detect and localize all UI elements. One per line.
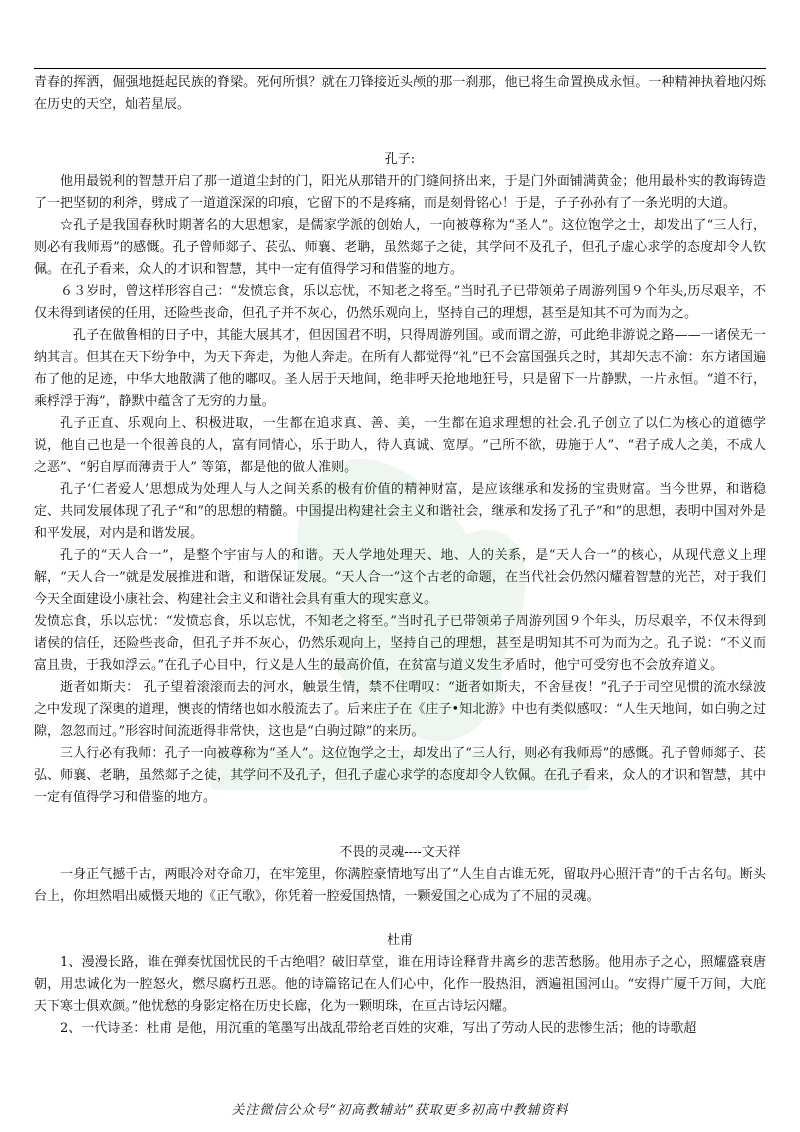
kongzi-paragraph: 孔子的“天人合一”，是整个宇宙与人的和谐。天人学地处理天、地、人的关系，是“天人合一”的核心，从现代意义上理解，“天人合一”就是发展推进和谐，和谐保证发展。“天人合一”这个古老的命题，在当代社会仍然闪耀着智慧的光芒，对于我们今天全面建设小康社会、构建社会主义和谐社会具有重大的现实意义。 — [34, 548, 766, 607]
header-rule — [34, 68, 766, 69]
footer-note: 关注微信公众号“初高教辅站”获取更多初高中教辅资料 — [231, 1103, 569, 1118]
section-title-dufu: 杜甫 — [386, 933, 413, 948]
dufu-paragraph: 2、一代诗圣：杜甫 是他，用沉重的笔墨写出战乱带给老百姓的灾难，写出了劳动人民的悲惨生活；他的诗歌超 — [60, 1021, 697, 1036]
kongzi-paragraph: 三人行必有我师：孔子一向被尊称为“圣人”。这位饱学之士，却发出了“三人行，则必有我师焉”的感慨。孔子曾师郯子、苌弘、师襄、老聃，虽然郯子之徒，其学问不及孔子，但孔子虚心求学的态度却令人钦佩。在孔子看来，众人的才识和智慧，其中一定有值得学习和借鉴的地方。 — [34, 746, 766, 805]
document-body — [34, 72, 766, 1040]
kongzi-paragraph: ６３岁时，曾这样形容自己：“发愤忘食，乐以忘忧，不知老之将至。”当时孔子已带领弟子周游列国９个年头,历尽艰辛，不仅未得到诸侯的任用，还险些丧命，但孔子并不灰心，仍然乐观向上，坚持自己的理想，甚至是知其不可为而为之。 — [34, 284, 766, 321]
kongzi-paragraph: 他用最锐利的智慧开启了那一道道尘封的门，阳光从那错开的门缝间挤出来，于是门外面铺满黄金；他用最朴实的教诲铸造了一把坚韧的利斧，劈成了一道道深深的印痕，它留下的不是疼痛，而是刻骨铭心！于是，子子孙孙有了一条光明的大道。 — [34, 174, 766, 211]
section-title-wentianxiang: 不畏的灵魂----文天祥 — [339, 845, 461, 860]
kongzi-paragraph: 孔子在做鲁相的日子中，其能大展其才，但因国君不明，只得周游列国。或而谓之游，可此绝非游说之路——一诸侯无一纳其言。但其在天下纷争中，为天下奔走，为他人奔走。在所有人都觉得“礼”已不会富国强兵之时，其却矢志不渝：东方诸国遍布了他的足迹，中华大地散满了他的嘟叹。圣人居于天地间，绝非呼天抢地地狂号，只是留下一片静默，一片永恒。“道不行，乘桴浮于海”，静默中蕴含了无穷的力量。 — [34, 328, 766, 409]
wentianxiang-paragraph: 一身正气撼千古，两眼冷对夺命刀，在牢笼里，你满腔豪情地写出了“人生自古谁无死，留取丹心照汗青”的千古名句。断头台上，你坦然唱出威慑天地的《正气歌》，你凭着一腔爱国热情，一颗爱国之心成为了不屈的灵魂。 — [34, 867, 766, 904]
dufu-paragraph: 1、漫漫长路，谁在弹奏忧国忧民的千古绝唱？破旧草堂，谁在用诗诠释背井离乡的悲苦愁肠。他用赤子之心，照耀盛衰唐朝，用忠诚化为一腔怒火，燃尽腐朽丑恶。他的诗篇铭记在人们心中，化作一股热泪，洒遍祖国河山。“安得广厦千万间，大庇天下寒士俱欢颜。”他忧愁的身影定格在历史长廊，化为一颗明珠，在亘古诗坛闪耀。 — [34, 955, 766, 1014]
kongzi-paragraph: 孔子‘仁者爱人’思想成为处理人与人之间关系的极有价值的精神财富，是应该继承和发扬的宝贵财富。当今世界，和谐稳定、共同发展体现了孔子“和”的思想的精髓。中国提出构建社会主义和谐社会，继承和发扬了孔子“和”的思想，表明中国对外是和平发展，对内是和谐发展。 — [34, 482, 766, 541]
kongzi-paragraph: 逝者如斯夫： 孔子望着滚滚而去的河水，触景生情，禁不住喟叹：“逝者如斯夫，不舍昼夜！”孔子于司空见惯的流水绿波之中发现了深奥的道理，懊丧的情绪也如水般流去了。后来庄子在《庄子•知北游》中也有类似感叹：“人生天地间，如白驹之过隙，忽忽而过。”形容时间流逝得非常快，这也是“白驹过隙”的来历。 — [34, 680, 766, 739]
kongzi-paragraph: ☆孔子是我国春秋时期著名的大思想家，是儒家学派的创始人，一向被尊称为“圣人”。这位饱学之士，却发出了“三人行，则必有我师焉”的感慨。孔子曾师郯子、苌弘、师襄、老聃，虽然郯子之徒，其学问不及孔子，但孔子虚心求学的态度却令人钦佩。在孔子看来，众人的才识和智慧，其中一定有值得学习和借鉴的地方。 — [34, 218, 766, 277]
document-page — [34, 0, 766, 1132]
kongzi-paragraph: 孔子正直、乐观向上、积极进取，一生都在追求真、善、美，一生都在追求理想的社会.孔子创立了以仁为核心的道德学说，他自己也是一个很善良的人，富有同情心，乐于助人，待人真诚、宽厚。“己所不欲，毋施于人”、“君子成人之美，不成人之恶”、“躬自厚而薄责于人” 等第，都是他的做人准则。 — [34, 416, 766, 475]
intro-paragraph: 青春的挥洒，倔强地挺起民族的脊梁。死何所惧？就在刀锋接近头颅的那一刹那，他已将生命置换成永恒。一种精神执着地闪烁在历史的天空，灿若星辰。 — [34, 75, 766, 112]
section-title-kongzi: 孔子: — [384, 152, 416, 167]
kongzi-paragraph: 发愤忘食，乐以忘忧：“发愤忘食，乐以忘忧，不知老之将至。”当时孔子已带领弟子周游列国９个年头，历尽艰辛，不仅未得到诸侯的信任，还险些丧命，但孔子并不灰心，仍然乐观向上，坚持自己的理想，甚至是明知其不可为而为之。孔子说：“不义而富且贵，于我如浮云。”在孔子心目中，行义是人生的最高价值，在贫富与道义发生矛盾时，他宁可受穷也不会放弃道义。 — [34, 614, 766, 673]
